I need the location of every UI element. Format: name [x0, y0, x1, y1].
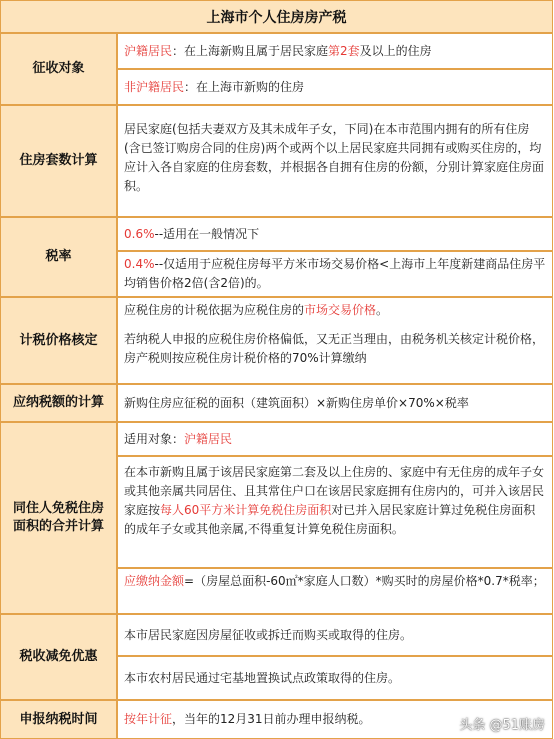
count-text-body: 居民家庭(包括夫妻双方及其未成年子女，下同)在本市范围内拥有的所有住房(含已签订购房合同的住房)两个或两个以上居民家庭共同拥有或购买住房的，均应计入各自家庭的住房套数，并根据各自拥有住房的份额，分别计算家庭住房面积。: [124, 122, 545, 193]
label-rate: [0, 217, 117, 297]
label-object-text: 征收对象: [32, 61, 85, 76]
rate-row-1: [117, 217, 553, 251]
rate-reduced: 0.4%: [124, 257, 155, 271]
count-text: [117, 105, 553, 217]
object-second-home: 第2套: [328, 43, 360, 58]
object-r2-post: ：在上海市新购的住房: [184, 79, 305, 94]
relief-row-2: [117, 656, 553, 700]
label-rate-text: 税率: [45, 249, 72, 264]
exempt-r3-post: =（房屋总面积-60㎡*家庭人口数）*购买时的房屋价格*0.7*税率；: [184, 574, 545, 588]
exempt-r2-pre: 在本市新购且属于该居民家庭第二套及以上住房的、家庭中有无住房的成年子女或其他亲属共同居住、且其常住户口在该居民家庭拥有住房内的，可并入该居民家庭按: [124, 465, 545, 517]
object-r1-post: 及以上的住房: [359, 43, 432, 58]
label-formula: [0, 384, 117, 422]
relief-r2: 本市农村居民通过宅基地置换试点政策取得的住房。: [124, 670, 401, 685]
time-post: ，当年的12月31日前办理申报纳税。: [172, 712, 371, 726]
formula-text-body: 新购住房应征税的面积（建筑面积）×新购住房单价×70%×税率: [124, 395, 469, 410]
label-exempt: [0, 422, 117, 614]
rate-general: 0.6%: [124, 226, 155, 241]
exempt-applicable: 沪籍居民: [184, 431, 233, 446]
label-formula-text: 应纳税额的计算: [12, 395, 104, 410]
exempt-r1-pre: 适用对象：: [124, 431, 185, 446]
rate-r1-post: --适用在一般情况下: [154, 226, 260, 241]
price-text: [117, 297, 553, 384]
object-r1-mid: ：在上海新购且属于居民家庭: [172, 43, 329, 58]
label-price-text: 计税价格核定: [19, 332, 98, 348]
label-count: [0, 105, 117, 217]
label-object: [0, 33, 117, 105]
label-price: [0, 297, 117, 384]
table-title: [0, 0, 553, 33]
label-relief-text: 税收减免优惠: [19, 649, 98, 664]
exempt-row-3: [117, 568, 553, 614]
label-relief: [0, 614, 117, 700]
object-row-2: [117, 69, 553, 105]
label-count-text: 住房套数计算: [19, 153, 98, 168]
price-p1-post: 。: [376, 303, 389, 317]
label-exempt-text: 同住人免税住房面积的合并计算: [12, 501, 104, 534]
exempt-per-person-area: 每人60平方米计算免税住房面积: [160, 503, 332, 517]
exempt-row-1: [117, 422, 553, 456]
object-row-1: [117, 33, 553, 69]
relief-r1: 本市居民家庭因房屋征收或拆迁而购买或取得的住房。: [124, 627, 413, 642]
rate-r2-post: --仅适用于应税住房每平方米市场交易价格<上海市上年度新建商品住房平均销售价格2倍(含2倍)的。: [124, 257, 546, 290]
rate-row-2: [117, 251, 553, 297]
watermark-text: 头条 @51账房: [459, 718, 545, 733]
exempt-amount-due: 应缴纳金额: [124, 574, 185, 588]
exempt-r2-post: 对已并入居民家庭计算过免税住房面积的成年子女或其他亲属,不得重复计算免税住房面积。: [124, 503, 536, 536]
time-annual: 按年计征: [124, 712, 173, 726]
object-nonlocal-resident: 非沪籍居民: [124, 79, 185, 94]
relief-row-1: [117, 614, 553, 656]
label-time: [0, 700, 117, 739]
watermark: [459, 714, 545, 733]
price-market-value: 市场交易价格: [304, 303, 377, 317]
price-p2: 若纳税人申报的应税住房价格偏低，又无正当理由，由税务机关核定计税价格，房产税则按应税住房计税价格的70%计算缴纳: [124, 332, 545, 365]
price-p1-pre: 应税住房的计税依据为应税住房的: [124, 303, 305, 317]
table-title-text: 上海市个人住房房产税: [206, 9, 347, 26]
formula-text: [117, 384, 553, 422]
exempt-row-2: [117, 456, 553, 568]
object-local-resident: 沪籍居民: [124, 43, 173, 58]
label-time-text: 申报纳税时间: [19, 711, 98, 727]
